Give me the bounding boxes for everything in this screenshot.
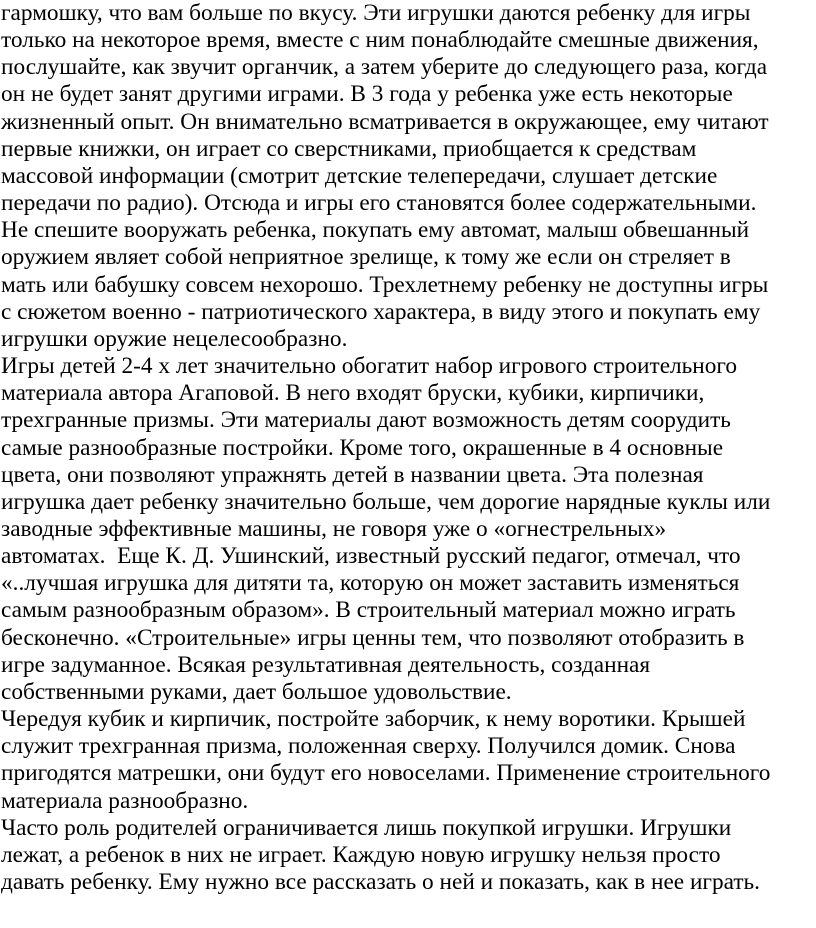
text-line: собственными руками, дает большое удовольствие. [1,678,512,705]
text-line: служит трехгранная призма, положенная сверху. Получился домик. Снова [1,733,736,760]
text-line: самые разнообразные постройки. Кроме того, окрашенные в 4 основные [1,434,724,461]
text-line: автоматах. Еще К. Д. Ушинский, известный русский педагог, отмечал, что [1,543,741,570]
text-line: трехгранные призмы. Эти материалы дают возможность детям соорудить [1,407,731,434]
text-line: пригодятся матрешки, они будут его новоселами. Применение строительного [1,760,771,787]
text-line: заводные эффективные машины, не говоря уже о «огнестрельных» [1,515,667,542]
text-line: первые книжки, он играет со сверстниками, приобщается к средствам [1,135,697,162]
text-line: бесконечно. «Строительные» игры ценны тем, что позволяют отобразить в [1,624,745,651]
text-line: «..лучшая игрушка для дитяти та, которую он может заставить изменяться [1,570,740,597]
text-line: оружием являет собой неприятное зрелище, к тому же если он стреляет в [1,244,731,271]
text-line: игре задуманное. Всякая результативная деятельность, созданная [1,651,651,678]
text-line: игрушки оружие нецелесообразно. [1,325,348,352]
text-line: мать или бабушку совсем нехорошо. Трехлетнему ребенку не доступны игры [1,271,769,298]
paragraph-4 [1,815,810,896]
text-line: Игры детей 2-4 х лет значительно обогатит набор игрового строительного [1,353,738,380]
text-line: послушайте, как звучит органчик, а затем уберите до следующего раза, когда [1,54,768,81]
paragraph-1 [1,0,810,353]
text-line: материала автора Агаповой. В него входят бруски, кубики, кирпичики, [1,380,705,407]
text-line: игрушка дает ребенку значительно больше, чем дорогие нарядные куклы или [1,488,771,515]
text-line: гармошку, что вам больше по вкусу. Эти игрушки даются ребенку для игры [1,0,751,26]
text-line: только на некоторое время, вместе с ним понаблюдайте смешные движения, [1,27,759,54]
paragraph-2 [1,353,810,706]
text-line: лежат, а ребенок в них не играет. Каждую новую игрушку нельзя просто [1,841,721,868]
text-line: Не спешите вооружать ребенка, покупать ему автомат, малыш обвешанный [1,217,750,244]
text-line: он не будет занят другими играми. В 3 года у ребенка уже есть некоторые [1,81,733,108]
text-line: жизненный опыт. Он внимательно всматривается в окружающее, ему читают [1,108,769,135]
text-line: с сюжетом военно - патриотического характера, в виду этого и покупать ему [1,298,761,325]
text-line: массовой информации (смотрит детские телепередачи, слушает детские [1,162,718,189]
text-line: давать ребенку. Ему нужно все рассказать о ней и показать, как в нее играть. [1,869,761,895]
text-line: Часто роль родителей ограничивается лишь покупкой игрушки. Игрушки [1,814,732,841]
text-line: цвета, они позволяют упражнять детей в названии цвета. Эта полезная [1,461,704,488]
text-line: передачи по радио). Отсюда и игры его становятся более содержательными. [1,190,757,217]
text-line: Чередуя кубик и кирпичик, постройте заборчик, к нему воротики. Крышей [1,706,746,733]
text-line: материала разнообразно. [1,787,249,814]
paragraph-3 [1,706,810,815]
text-line: самым разнообразным образом». В строительный материал можно играть [1,597,736,624]
